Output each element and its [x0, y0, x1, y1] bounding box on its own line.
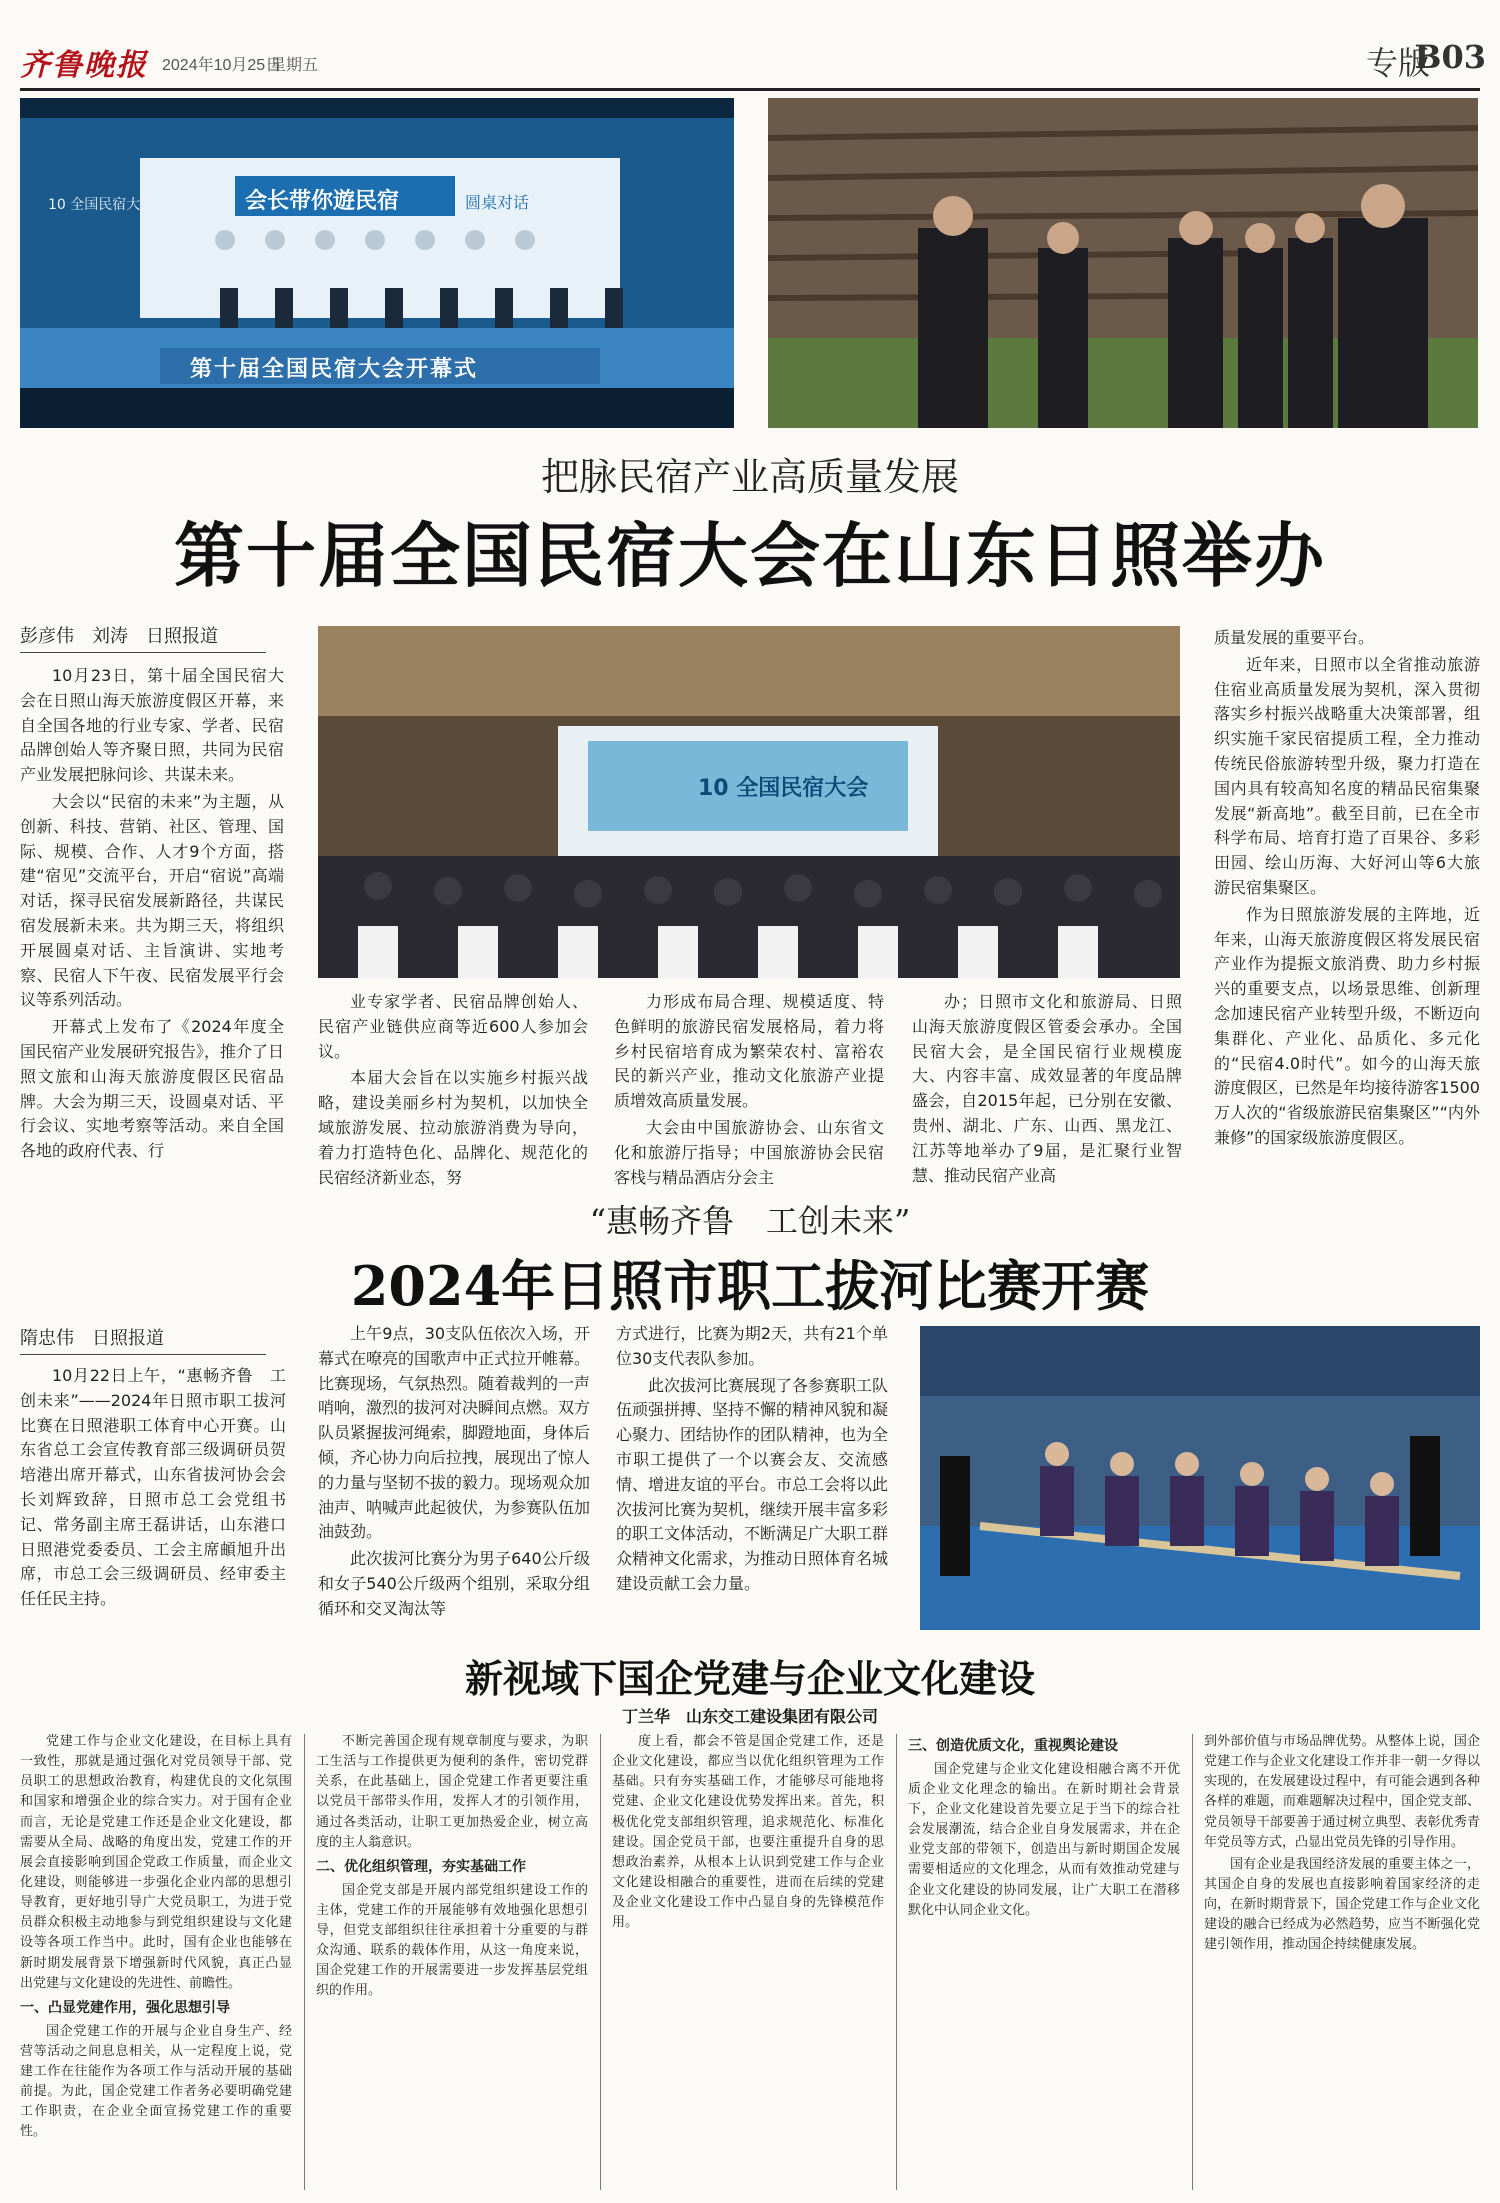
paragraph: 到外部价值与市场品牌优势。从整体上说，国企党建工作与企业文化建设工作并非一朝一夕得以实现的，在发展建设过程中，有可能会遇到各种各样的难题，而难题解决过程中，国企党支部、党员领导干部要善于通过树立典型、表彰优秀青年党员等方式，凸显出党员先锋的引导作用。	[1204, 1734, 1480, 1850]
paragraph: 党建工作与企业文化建设，在目标上具有一致性，那就是通过强化对党员领导干部、党员职工的思想政治教育，构建优良的文化氛围和国家和增强企业的综合实力。对于国有企业而言，无论是党建工作还是企业文化建设，都需要从全局、战略的角度出发，党建工作的开展会直接影响到国企党政工作质量，而企业文化建设，则能够进一步强化企业内部的思想引导教育，更好地引导广大党员职工，为进于党员群众积极主动地参与到党组织建设与文化建设等各项工作当中。此时，国有企业也能够在新时期发展背景下增强新时代风貌，真正凸显出党建与文化建设的先进性、前瞻性。	[20, 1734, 292, 1991]
paragraph: 不断完善国企现有规章制度与要求，为职工生活与工作提供更为便利的条件，密切党群关系，在此基础上，国企党建工作者更要注重以党员干部带头作用，发挥人才的引领作用，通过各类活动，让职工更加热爱企业，树立高度的主人翁意识。	[316, 1734, 588, 1850]
column-divider	[1192, 1734, 1193, 2190]
article3-column-5	[1204, 1732, 1480, 2192]
article2-byline: 隋忠伟 日照报道	[20, 1324, 266, 1355]
article3-column-3	[612, 1732, 884, 2192]
paragraph: 办；日照市文化和旅游局、日照山海天旅游度假区管委会承办。全国民宿大会，是全国民宿行业规模庞大、内容丰富、成效显著的年度品牌盛会，自2015年起，已分别在安徽、贵州、湖北、广东、山西、黑龙江、江苏等地举办了9届，是汇聚行业智慧、推动民宿产业高	[912, 992, 1182, 1185]
article1-column-5	[1214, 626, 1480, 1186]
article3-subhead-1: 一、凸显党建作用，强化思想引导	[20, 1998, 230, 2015]
paragraph: 此次拔河比赛分为男子640公斤级和女子540公斤级两个组别，采取分组循环和交叉淘汰等	[318, 1549, 590, 1618]
paragraph: 业专家学者、民宿品牌创始人、民宿产业链供应商等近600人参加会议。	[318, 992, 588, 1061]
paragraph: 10月23日，第十届全国民宿大会在日照山海天旅游度假区开幕，来自全国各地的行业专家、学者、民宿品牌创始人等齐聚日照，共同为民宿产业发展把脉问诊、共谋未来。	[20, 666, 284, 785]
paragraph: 大会由中国旅游协会、山东省文化和旅游厅指导；中国旅游协会民宿客栈与精品酒店分会主	[614, 1117, 884, 1186]
paragraph: 近年来，日照市以全省推动旅游住宿业高质量发展为契机，深入贯彻落实乡村振兴战略重大决策部署，组织实施千家民宿提质工程，全力推动传统民俗旅游转型升级，聚力打造在国内具有较高知名度的精品民宿集聚发展“新高地”。截至目前，已在全市科学布局、培育打造了百果谷、多彩田园、绘山历海、大好河山等6大旅游民宿集聚区。	[1214, 654, 1480, 897]
paragraph: 国企党建工作的开展与企业自身生产、经营等活动之间息息相关，从一定程度上说，党建工作在往能作为各项工作与活动开展的基础前提。为此，国企党建工作者务必要明确党建工作职责，在企业全面宣扬党建工作的重要性。	[20, 2023, 292, 2140]
stage-banner-bottom: 第十届全国民宿大会开幕式	[190, 357, 479, 382]
tug-of-war-illustration	[920, 1326, 1480, 1630]
hall-screen-logo: 10 全国民宿大会	[698, 776, 869, 801]
article3-column-1	[20, 1732, 292, 2192]
paragraph: 国企党建与企业文化建设相融合离不开优质企业文化理念的输出。在新时期社会背景下，企业文化建设首先要立足于当下的综合社会发展潮流，结合企业自身发展需求，并在企业党支部的带领下，创造出与新时期国企发展需要相适应的文化理念，从而有效推动党建与企业文化建设的协同发展，让广大职工在潜移默化中认同企业文化。	[908, 1761, 1180, 1918]
photo-tug-of-war	[920, 1326, 1480, 1630]
article1-kicker: 把脉民宿产业高质量发展	[540, 455, 959, 499]
article1-column-1	[20, 664, 284, 1184]
article1-byline: 彭彦伟 刘涛 日照报道	[20, 622, 266, 653]
paragraph: 力形成布局合理、规模适度、特色鲜明的旅游民宿发展格局，着力将乡村民宿培育成为繁荣农村、富裕农民的新兴产业，推动文化旅游产业提质增效高质量发展。	[614, 992, 884, 1111]
photo-conference-hall	[318, 626, 1180, 978]
paragraph: 本届大会旨在以实施乡村振兴战略，建设美丽乡村为契机，以加快全域旅游发展、拉动旅游消费为导向，着力打造特色化、品牌化、规范化的民宿经济新业态，努	[318, 1068, 588, 1186]
stage-banner-title: 会长带你遊民宿	[245, 189, 400, 214]
paragraph: 方式进行，比赛为期2天，共有21个单位30支代表队参加。	[616, 1324, 888, 1368]
article2-column-3	[616, 1322, 888, 1634]
stage-banner-subtitle: 圆桌对话	[465, 193, 530, 212]
stage-logo: 10 全国民宿大会	[48, 197, 155, 213]
article3-headline: 新视域下国企党建与企业文化建设	[464, 1656, 1035, 1701]
page-number: B03	[1414, 38, 1486, 76]
newspaper-logo: 齐鲁晚报	[20, 48, 148, 83]
column-divider	[600, 1734, 601, 2190]
article2-column-2	[318, 1322, 590, 1634]
paragraph: 大会以“民宿的未来”为主题，从创新、科技、营销、社区、管理、国际、规模、合作、人才9个方面，搭建“宿见”交流平台，开启“宿说”高端对话，探寻民宿发展新路径，共谋民宿发展新未来。共为期三天，将组织开展圆桌对话、主旨演讲、实地考察、民宿人下午夜、民宿发展平行会议等系列活动。	[20, 791, 284, 1010]
photo-opening-ceremony	[20, 98, 734, 428]
column-divider	[896, 1734, 897, 2190]
issue-weekday: 星期五	[270, 57, 319, 74]
conference-hall-illustration	[318, 626, 1180, 978]
article3-column-2	[316, 1732, 588, 2192]
article1-column-3	[614, 990, 884, 1186]
article1-column-2	[318, 990, 588, 1186]
paragraph: 度上看，都会不管是国企党建工作，还是企业文化建设，都应当以优化组织管理为工作基础。只有夯实基础工作，才能够尽可能地将党建、企业文化建设优势发挥出来。首先，积极优化党支部组织管理，追求规范化、标准化建设。国企党员干部，也要注重提升自身的思想政治素养，从根本上认识到党建工作与企业文化建设相融合的重要性，进而在后续的党建及企业文化建设工作中凸显自身的先锋模范作用。	[612, 1734, 884, 1931]
article2-headline: 2024年日照市职工拔河比赛开赛	[350, 1254, 1150, 1318]
article3-subhead-3: 三、创造优质文化，重视舆论建设	[908, 1737, 1118, 1753]
article3-byline: 丁兰华 山东交工建设集团有限公司	[621, 1709, 878, 1726]
section-label: 专版	[1365, 44, 1430, 82]
site-visit-illustration	[768, 98, 1478, 428]
paragraph: 作为日照旅游发展的主阵地，近年来，山海天旅游度假区将发展民宿产业作为提振文旅消费、助力乡村振兴的重要支点，以场景思维、创新理念加速民宿产业转型升级，不断迈向集群化、产业化、品质化、多元化的“民宿4.0时代”。如今的山海天旅游度假区，已然是年均接待游客1500万人次的“省级旅游民宿集聚区”“内外兼修”的国家级旅游度假区。	[1214, 904, 1480, 1147]
article3-column-4	[908, 1732, 1180, 2192]
article1-column-4	[912, 990, 1182, 1186]
column-divider	[304, 1734, 305, 2190]
article1-headline: 第十届全国民宿大会在山东日照举办	[174, 514, 1326, 597]
paragraph: 国企党支部是开展内部党组织建设工作的主体，党建工作的开展能够有效地强化思想引导，但党支部组织往往承担着十分重要的与群众沟通、联系的载体作用，从这一角度来说，国企党建工作的开展需要进一步发挥基层党组织的作用。	[316, 1882, 588, 1999]
paragraph: 开幕式上发布了《2024年度全国民宿产业发展研究报告》，推介了日照文旅和山海天旅游度假区民宿品牌。大会为期三天，设圆桌对话、平行会议、实地考察等活动。来自全国各地的政府代表、行	[20, 1017, 284, 1161]
issue-date: 2024年10月25日	[162, 57, 282, 74]
article3-subhead-2: 二、优化组织管理，夯实基础工作	[316, 1857, 526, 1874]
article2-column-1	[20, 1364, 286, 1634]
paragraph: 10月22日上午，“惠畅齐鲁 工创未来”——2024年日照市职工拔河比赛在日照港职工体育中心开赛。山东省总工会宣传教育部三级调研员贺培港出席开幕式，山东省拔河协会会长刘辉致辞，日照市总工会党组书记、常务副主席王磊讲话，山东港口日照港党委委员、工会主席頔旭升出席，市总工会三级调研员、经审委主任任民主持。	[20, 1366, 286, 1609]
photo-site-visit	[768, 98, 1478, 428]
masthead-rule	[20, 88, 1480, 91]
paragraph: 上午9点，30支队伍依次入场，开幕式在嘹亮的国歌声中正式拉开帷幕。比赛现场，气氛热烈。随着裁判的一声哨响，激烈的拔河对决瞬间点燃。双方队员紧握拔河绳索，脚蹬地面，身体后倾，齐心协力向后拉拽，展现出了惊人的力量与坚韧不拔的毅力。现场观众加油声、呐喊声此起彼伏，为参赛队伍加油鼓劲。	[318, 1324, 590, 1542]
article2-kicker: “惠畅齐鲁 工创未来”	[589, 1202, 911, 1240]
paragraph: 此次拔河比赛展现了各参赛职工队伍顽强拼搏、坚持不懈的精神风貌和凝心聚力、团结协作的团队精神，也为全市职工提供了一个以赛会友、交流感情、增进友谊的平台。市总工会将以此次拔河比赛为契机，继续开展丰富多彩的职工文体活动，不断满足广大职工群众精神文化需求，为推动日照体育名城建设贡献工会力量。	[616, 1375, 888, 1593]
paragraph: 质量发展的重要平台。	[1214, 628, 1375, 647]
paragraph: 国有企业是我国经济发展的重要主体之一，其国企自身的发展也直接影响着国家经济的走向，在新时期背景下，国企党建工作与企业文化建设的融合已经成为必然趋势，应当不断强化党建引领作用，推动国企持续健康发展。	[1204, 1856, 1480, 1953]
